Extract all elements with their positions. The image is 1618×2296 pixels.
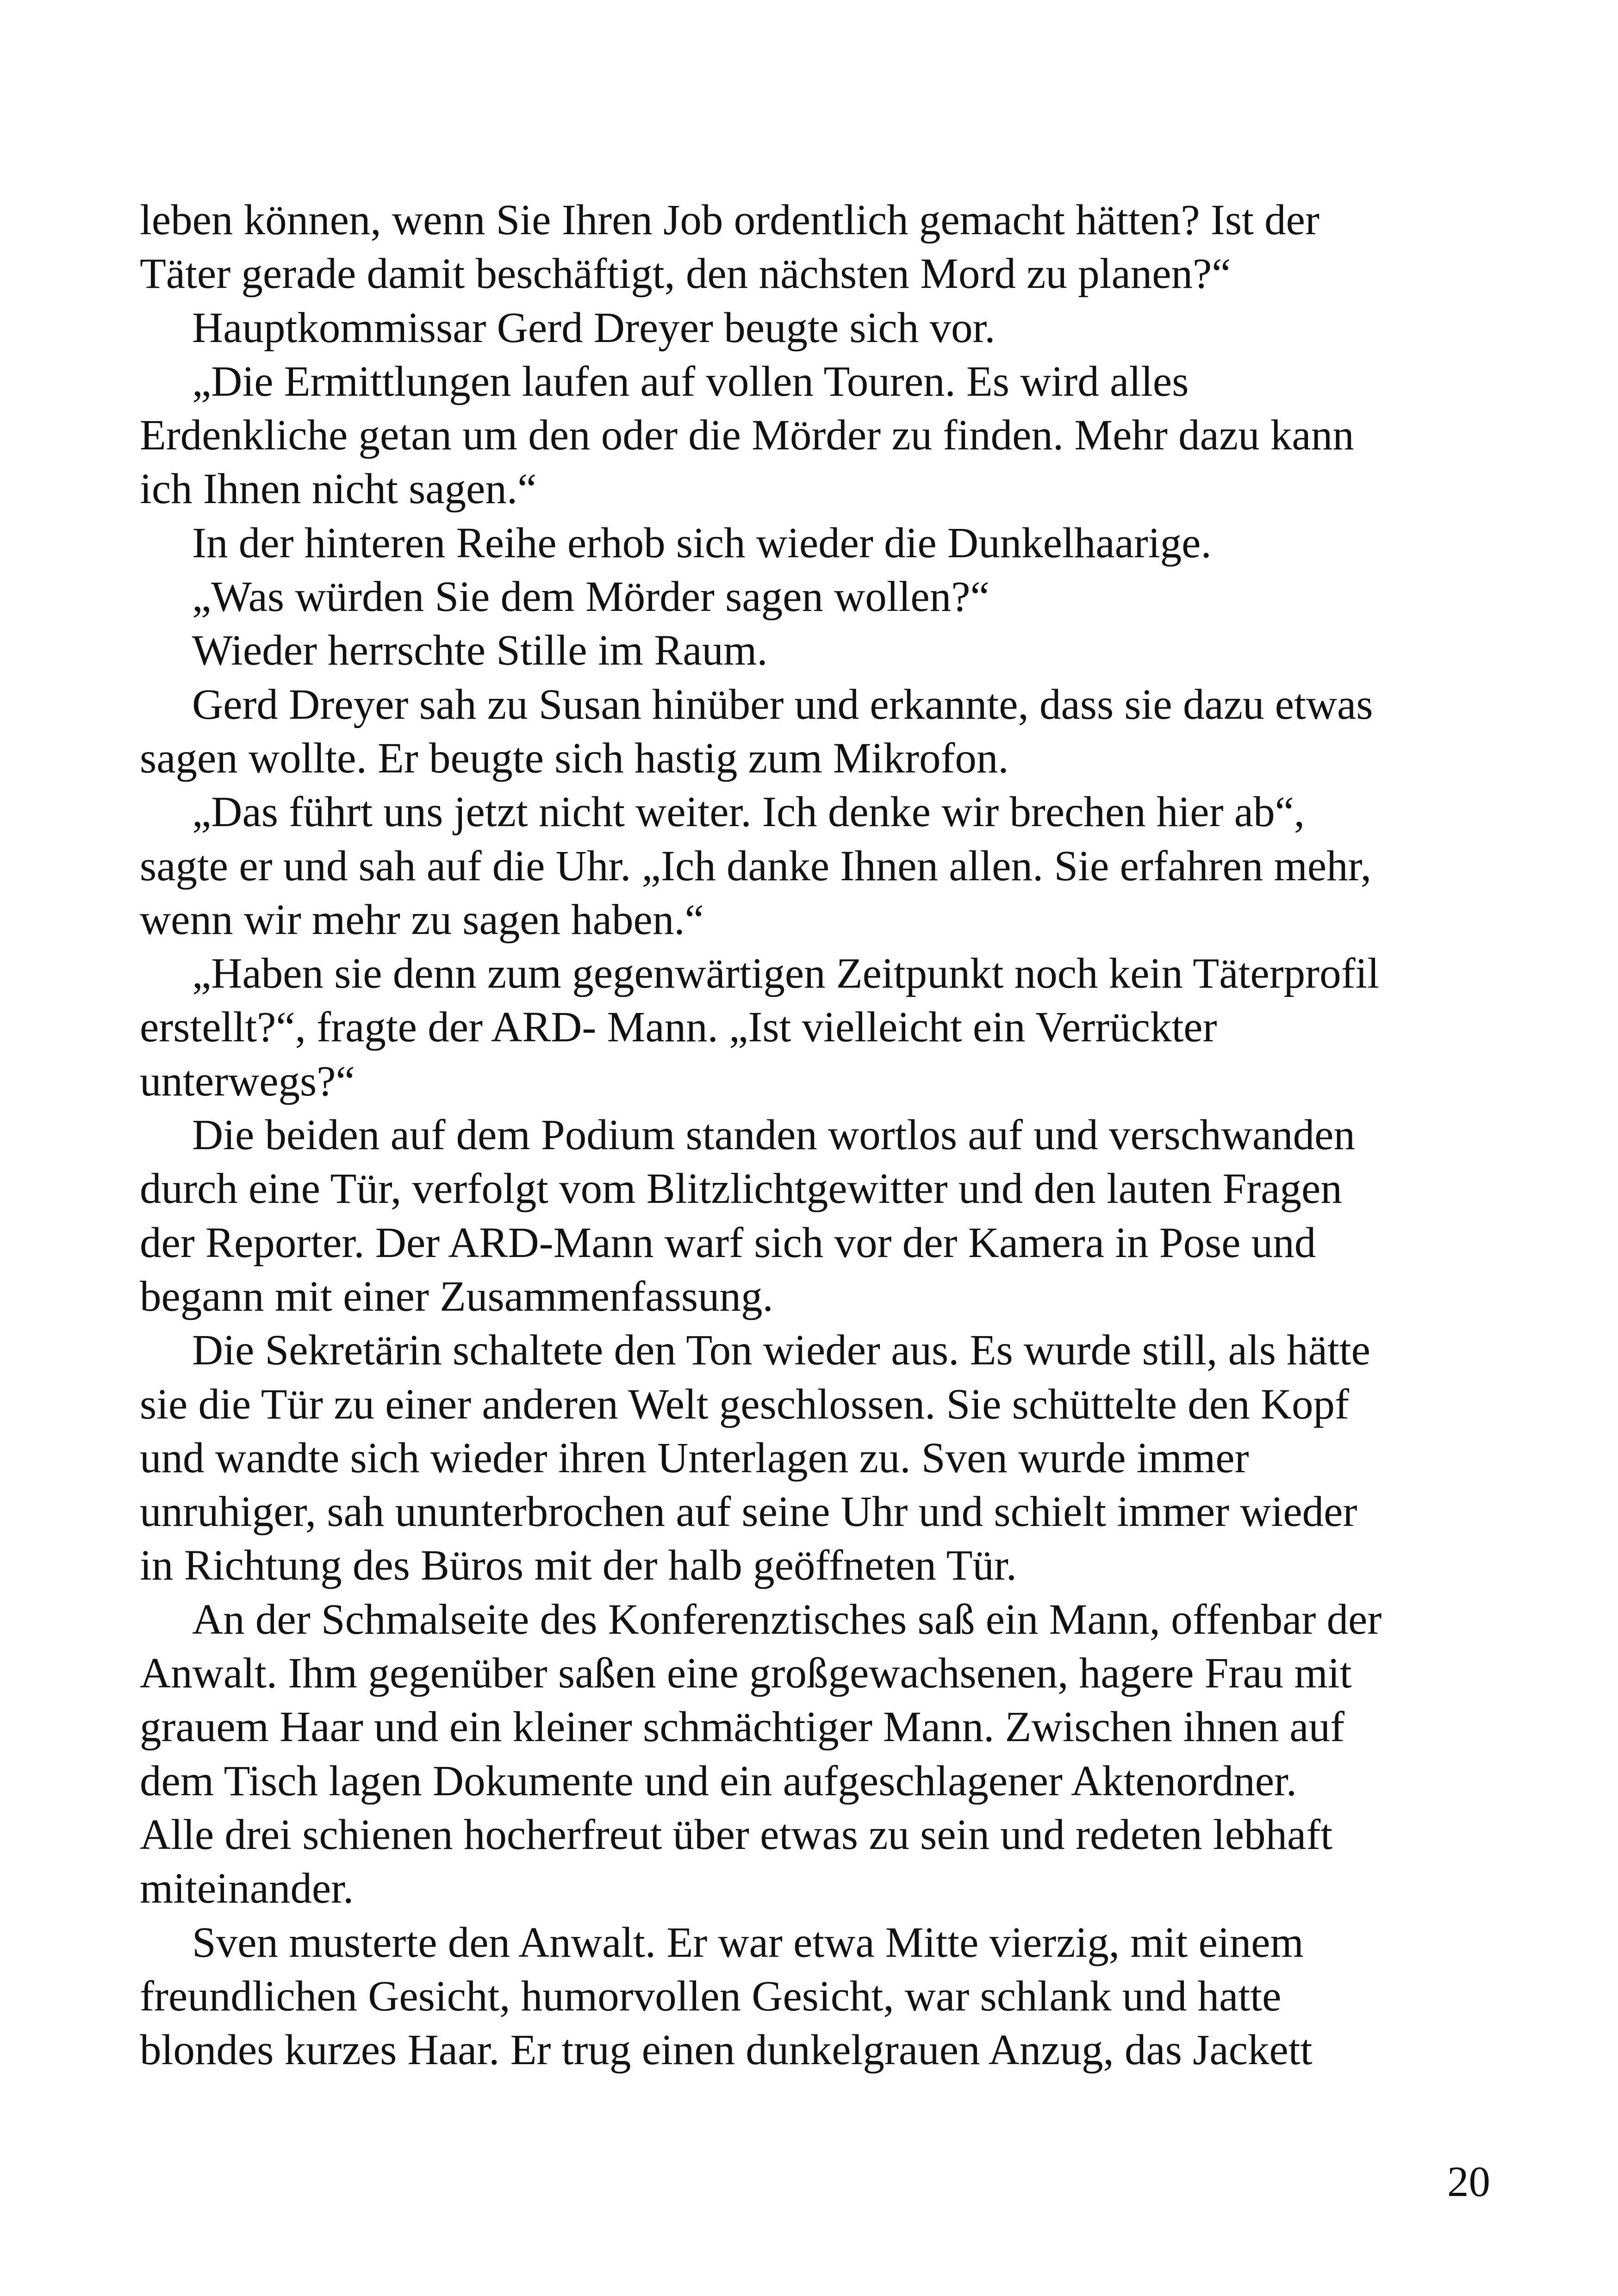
text-line: erstellt?“, fragte der ARD- Mann. „Ist vielleicht ein Verrückter [140, 1003, 1217, 1052]
text-line: An der Schmalseite des Konferenztisches saß ein Mann, offenbar der [192, 1595, 1382, 1643]
text-line: sagte er und sah auf die Uhr. „Ich danke Ihnen allen. Sie erfahren mehr, [140, 842, 1372, 890]
text-line: „Die Ermittlungen laufen auf vollen Touren. Es wird alles [192, 357, 1189, 405]
text-line: Gerd Dreyer sah zu Susan hinüber und erkannte, dass sie dazu etwas [192, 680, 1373, 728]
text-line: der Reporter. Der ARD-Mann warf sich vor der Kamera in Pose und [140, 1219, 1316, 1267]
text-line: unruhiger, sah ununterbrochen auf seine Uhr und schielt immer wieder [140, 1488, 1357, 1536]
text-line: und wandte sich wieder ihren Unterlagen zu. Sven wurde immer [140, 1434, 1249, 1482]
text-line: wenn wir mehr zu sagen haben.“ [140, 896, 704, 944]
text-line: Anwalt. Ihm gegenüber saßen eine großgewachsenen, hagere Frau mit [140, 1649, 1352, 1698]
text-line: in Richtung des Büros mit der halb geöffneten Tür. [140, 1542, 1017, 1590]
text-line: unterwegs?“ [140, 1057, 355, 1105]
text-line: blondes kurzes Haar. Er trug einen dunkelgrauen Anzug, das Jackett [140, 2026, 1313, 2074]
text-line: miteinander. [140, 1865, 354, 1913]
text-line: Sven musterte den Anwalt. Er war etwa Mitte vierzig, mit einem [192, 1918, 1304, 1966]
text-line: Erdenkliche getan um den oder die Mörder zu finden. Mehr dazu kann [140, 411, 1354, 460]
text-line: sagen wollte. Er beugte sich hastig zum Mikrofon. [140, 734, 1009, 782]
text-line: leben können, wenn Sie Ihren Job ordentlich gemacht hätten? Ist der [140, 196, 1319, 244]
text-line: Täter gerade damit beschäftigt, den nächsten Mord zu planen?“ [140, 250, 1231, 298]
text-line: Die Sekretärin schaltete den Ton wieder aus. Es wurde still, als hätte [192, 1326, 1370, 1375]
page-number: 20 [1447, 2158, 1490, 2206]
text-line: ich Ihnen nicht sagen.“ [140, 465, 537, 513]
body-text [140, 193, 1482, 2077]
text-line: sie die Tür zu einer anderen Welt geschlossen. Sie schüttelte den Kopf [140, 1380, 1349, 1428]
text-line: Alle drei schienen hocherfreut über etwas zu sein und redeten lebhaft [140, 1811, 1333, 1859]
text-line: begann mit einer Zusammenfassung. [140, 1272, 773, 1320]
text-line: Die beiden auf dem Podium standen wortlos auf und verschwanden [192, 1111, 1355, 1159]
text-line: „Haben sie denn zum gegenwärtigen Zeitpunkt noch kein Täterprofil [192, 950, 1380, 998]
text-line: „Das führt uns jetzt nicht weiter. Ich denke wir brechen hier ab“, [192, 788, 1305, 836]
text-line: dem Tisch lagen Dokumente und ein aufgeschlagener Aktenordner. [140, 1757, 1297, 1805]
text-line: grauem Haar und ein kleiner schmächtiger Mann. Zwischen ihnen auf [140, 1703, 1345, 1751]
text-line: „Was würden Sie dem Mörder sagen wollen?“ [192, 573, 989, 621]
text-line: In der hinteren Reihe erhob sich wieder die Dunkelhaarige. [192, 519, 1212, 567]
text-line: durch eine Tür, verfolgt vom Blitzlichtgewitter und den lauten Fragen [140, 1165, 1342, 1213]
text-line: freundlichen Gesicht, humorvollen Gesicht, war schlank und hatte [140, 1972, 1282, 2020]
text-line: Hauptkommissar Gerd Dreyer beugte sich vor. [192, 304, 996, 352]
text-line: Wieder herrschte Stille im Raum. [192, 627, 768, 675]
